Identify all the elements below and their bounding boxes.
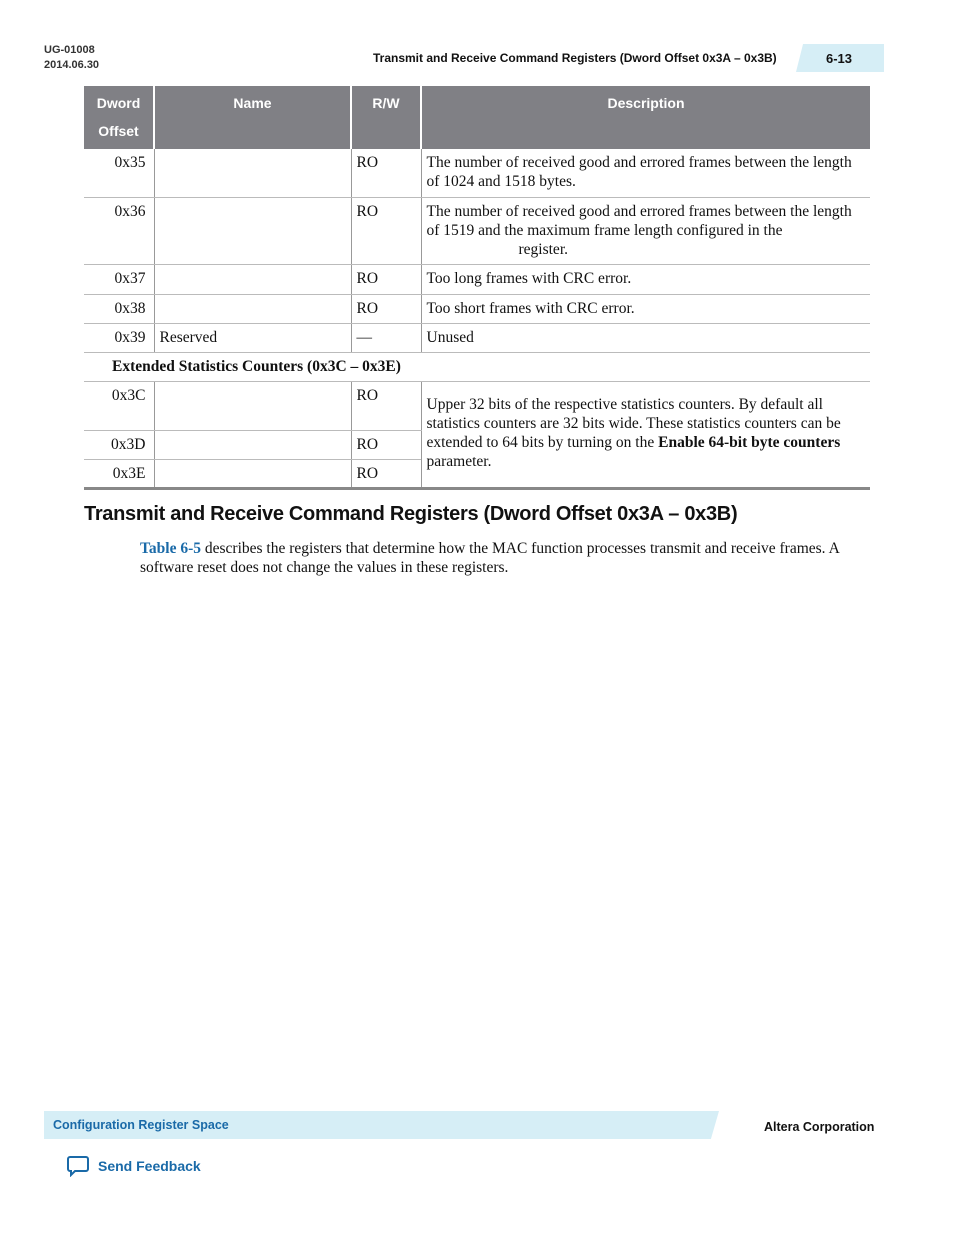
speech-bubble-icon [66, 1155, 90, 1177]
name-cell [154, 294, 351, 323]
doc-number: UG-01008 [44, 44, 95, 56]
rw-cell: RO [351, 430, 421, 459]
table-row [84, 323, 870, 352]
description-cell: Too short frames with CRC error. [421, 294, 870, 323]
doc-date: 2014.06.30 [44, 59, 100, 71]
col-header-rw: R/W [351, 86, 421, 149]
name-cell [154, 381, 351, 430]
footer-company: Altera Corporation [764, 1120, 875, 1134]
col-header-offset: Dword Offset [84, 86, 154, 149]
description-cell: Unused [421, 323, 870, 352]
page-number: 6-13 [826, 51, 853, 66]
name-cell [154, 264, 351, 294]
table-row [84, 294, 870, 323]
offset-cell: 0x3E [84, 459, 154, 488]
send-feedback-link[interactable] [66, 1155, 201, 1177]
description-cell: The number of received good and errored frames between the length of 1024 and 1518 bytes. [421, 149, 870, 197]
running-header-title: Transmit and Receive Command Registers (Dword Offset 0x3A – 0x3B) [373, 51, 777, 65]
offset-cell: 0x36 [84, 197, 154, 264]
name-cell: Reserved [154, 323, 351, 352]
section-row [84, 352, 870, 381]
description-text-end: register. [518, 240, 568, 258]
paragraph-text: describes the registers that determine how the MAC function processes transmit and receive frames. A software reset does not change the values in these registers. [140, 540, 839, 576]
parameter-name: Enable 64-bit byte counters [658, 433, 841, 451]
section-heading-cell: Extended Statistics Counters (0x3C – 0x3E) [84, 352, 870, 381]
description-cell [421, 197, 870, 264]
footer-section-link[interactable]: Configuration Register Space [53, 1118, 229, 1132]
section-title: Transmit and Receive Command Registers (Dword Offset 0x3A – 0x3B) [84, 503, 738, 525]
offset-cell: 0x38 [84, 294, 154, 323]
offset-cell: 0x37 [84, 264, 154, 294]
col-header-name: Name [154, 86, 351, 149]
name-cell [154, 459, 351, 488]
description-cell [421, 381, 870, 488]
name-cell [154, 197, 351, 264]
doc-id [44, 43, 99, 73]
description-cell: Too long frames with CRC error. [421, 264, 870, 294]
table-header-row [84, 86, 870, 149]
rw-cell: RO [351, 294, 421, 323]
register-table [84, 86, 870, 490]
table-link[interactable]: Table 6-5 [140, 540, 202, 557]
description-text: The number of received good and errored frames between the length of 1519 and the maximum frame length configured in the [426, 202, 852, 239]
name-cell [154, 149, 351, 197]
col-header-description: Description [421, 86, 870, 149]
table-row [84, 149, 870, 197]
rw-cell: RO [351, 459, 421, 488]
send-feedback-label: Send Feedback [98, 1158, 201, 1174]
rw-cell: RO [351, 149, 421, 197]
description-text-end: parameter. [426, 452, 492, 470]
rw-cell: RO [351, 197, 421, 264]
offset-cell: 0x39 [84, 323, 154, 352]
rw-cell: RO [351, 264, 421, 294]
offset-cell: 0x3C [84, 381, 154, 430]
body-paragraph [140, 539, 860, 577]
name-cell [154, 430, 351, 459]
description-text: Upper 32 bits of the respective statistics counters. By default all statistics counters are 32 bits wide. These statistics counters can be extended to 64 bits by turning on the [426, 395, 841, 451]
rw-cell: RO [351, 381, 421, 430]
table-row [84, 264, 870, 294]
offset-cell: 0x35 [84, 149, 154, 197]
offset-cell: 0x3D [84, 430, 154, 459]
table-row [84, 197, 870, 264]
table-row [84, 381, 870, 430]
rw-cell: — [351, 323, 421, 352]
